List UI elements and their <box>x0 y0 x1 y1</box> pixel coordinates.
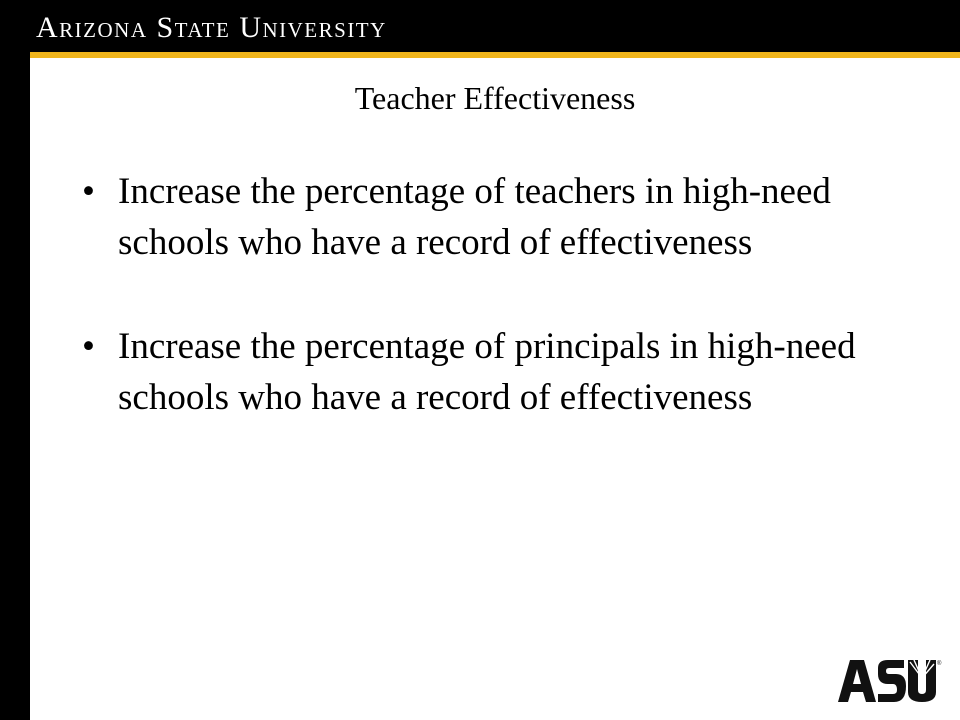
header-bar <box>0 0 960 52</box>
bullet-text: Increase the percentage of teachers in high-need schools who have a record of effectiveness <box>118 171 831 263</box>
bullet-mark: • <box>82 326 95 367</box>
university-name: Arizona State University <box>36 11 387 44</box>
bullet-item <box>82 321 872 423</box>
slide-title: Teacher Effectiveness <box>354 80 636 116</box>
header-gold-stripe <box>0 52 960 58</box>
bullet-item <box>82 166 872 268</box>
svg-text:®: ® <box>937 661 942 667</box>
asu-logo <box>838 656 942 704</box>
bullet-text: Increase the percentage of principals in high-need schools who have a record of effectiveness <box>118 326 856 418</box>
left-black-bar <box>0 52 30 720</box>
bullet-mark: • <box>82 171 95 212</box>
bullet-list <box>82 166 872 476</box>
asu-sunburst-logo-icon <box>838 656 942 704</box>
